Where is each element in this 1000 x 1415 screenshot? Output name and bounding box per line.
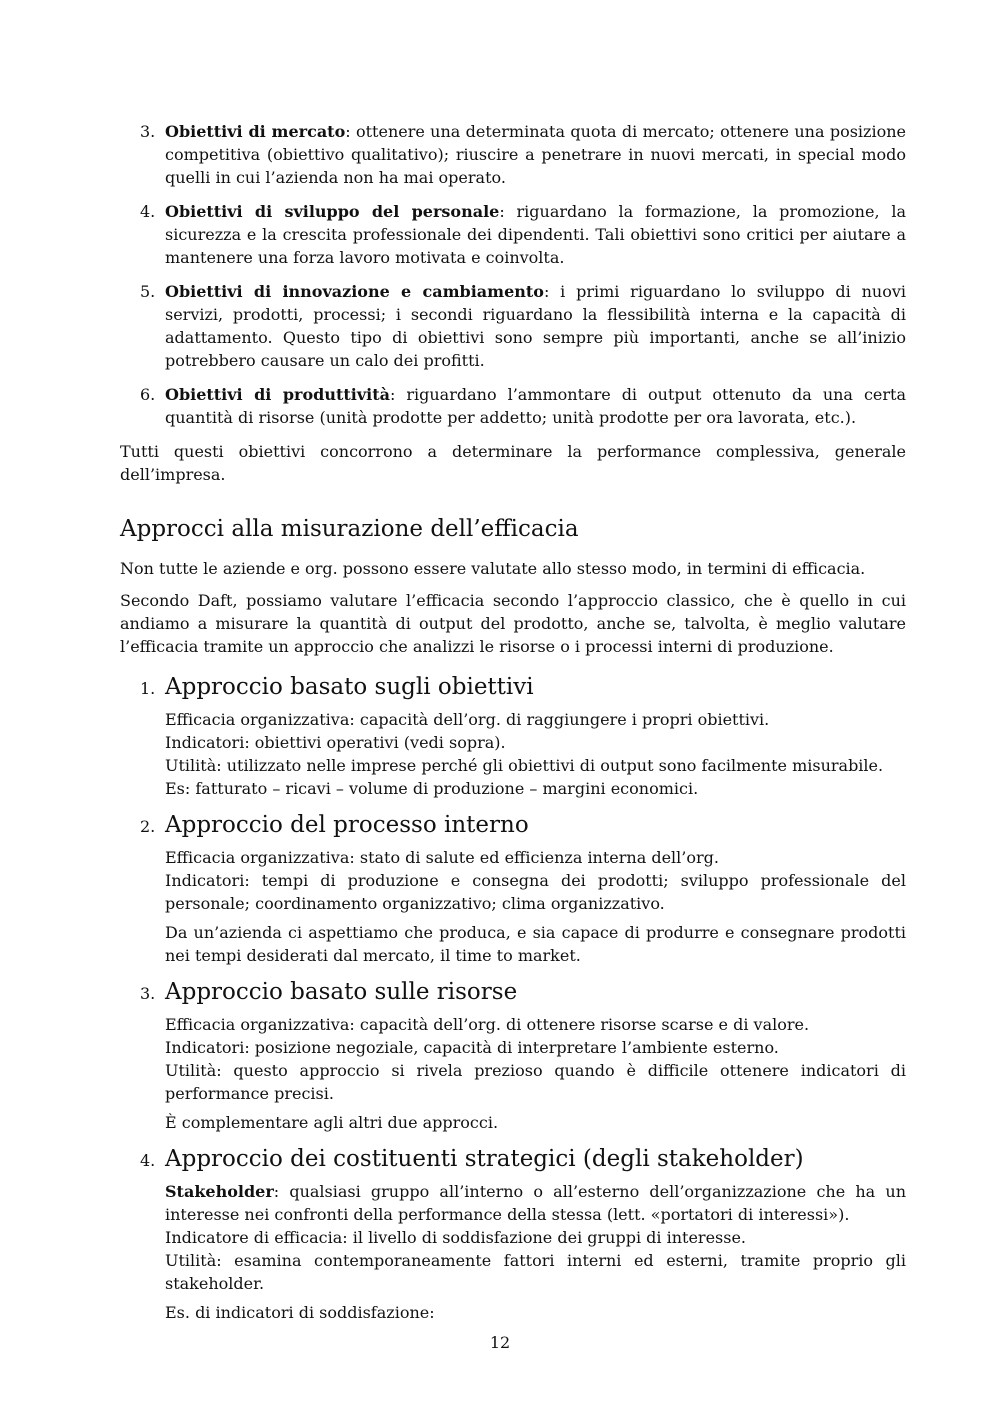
approach-extra: Da un’azienda ci aspettiamo che produca, e sia capace di produrre e consegnare prodotti nei tempi desiderati dal mercato, il time to market. — [165, 923, 906, 965]
list-item — [120, 200, 906, 269]
approach-title: Approccio del processo interno — [165, 812, 529, 838]
approach-line: Utilità: utilizzato nelle imprese perché gli obiettivi di output sono facilmente misurabile. — [165, 756, 884, 775]
list-item-text: : ottenere una determinata quota di mercato; ottenere una posizione competitiva (obiettivo qualitativo); riuscire a penetrare in nuovi mercati, in special modo quelli in cui l’azienda non ha mai operato. — [165, 122, 906, 187]
approach-line: Indicatore di efficacia: il livello di soddisfazione dei gruppi di interesse. — [165, 1228, 747, 1247]
list-item-title: Obiettivi di sviluppo del personale — [165, 202, 500, 221]
approach-line: Efficacia organizzativa: capacità dell’org. di ottenere risorse scarse e di valore. — [165, 1015, 810, 1034]
approach-item — [120, 1144, 906, 1324]
list-item-text: : riguardano l’ammontare di output ottenuto da una certa quantità di risorse (unità prodotte per addetto; unità prodotte per ora lavorata, etc.). — [165, 385, 907, 427]
approach-line: Indicatori: posizione negoziale, capacità di interpretare l’ambiente esterno. — [165, 1038, 779, 1057]
list-item-title: Obiettivi di produttività — [165, 385, 390, 404]
list-item-title: Obiettivi di innovazione e cambiamento — [165, 282, 544, 301]
stakeholder-definition — [165, 1180, 906, 1226]
approach-line: Es: fatturato – ricavi – volume di produzione – margini economici. — [165, 779, 699, 798]
approach-line: Efficacia organizzativa: capacità dell’org. di raggiungere i propri obiettivi. — [165, 710, 770, 729]
list-number: 4. — [140, 202, 156, 221]
stakeholder-term: Stakeholder — [165, 1182, 274, 1201]
approach-line: Utilità: questo approccio si rivela prezioso quando è difficile ottenere indicatori di performance precisi. — [165, 1061, 906, 1103]
list-number: 5. — [140, 282, 156, 301]
list-number: 6. — [140, 385, 156, 404]
page-content — [120, 120, 906, 1324]
page-number: 12 — [489, 1333, 511, 1352]
summary-paragraph: Tutti questi obiettivi concorrono a determinare la performance complessiva, generale dell’impresa. — [120, 442, 906, 484]
approach-line: Utilità: esamina contemporaneamente fattori interni ed esterni, tramite proprio gli stakeholder. — [165, 1251, 906, 1293]
approach-extra: Es. di indicatori di soddisfazione: — [165, 1303, 435, 1322]
approach-extra: È complementare agli altri due approcci. — [165, 1113, 499, 1132]
approach-item — [120, 977, 906, 1134]
approach-number: 2. — [140, 817, 156, 836]
list-item-text: : i primi riguardano lo sviluppo di nuovi servizi, prodotti, processi; i secondi riguardano la flessibilità interna e la capacità di adattamento. Questo tipo di obiettivi sono sempre più importanti, anche se all’inizio potrebbero causare un calo dei profitti. — [165, 282, 906, 370]
approach-title: Approccio basato sugli obiettivi — [165, 674, 534, 700]
section-title: Approcci alla misurazione dell’efficacia — [120, 516, 579, 542]
approach-number: 1. — [140, 679, 156, 698]
list-item-text: : riguardano la formazione, la promozione, la sicurezza e la crescita professionale dei dipendenti. Tali obiettivi sono critici per aiutare a mantenere una forza lavoro motivata e coinvolta. — [165, 202, 906, 267]
intro-paragraph-2: Secondo Daft, possiamo valutare l’efficacia secondo l’approccio classico, che è quello in cui andiamo a misurare la quantità di output del prodotto, anche se, talvolta, è meglio valutare l’efficacia tramite un approccio che analizzi le risorse o i processi interni di produzione. — [120, 591, 906, 656]
approach-line: Efficacia organizzativa: stato di salute ed efficienza interna dell’org. — [165, 848, 719, 867]
approach-number: 3. — [140, 984, 156, 1003]
list-item-title: Obiettivi di mercato — [165, 122, 346, 141]
approach-item — [120, 672, 906, 800]
approach-line: Indicatori: tempi di produzione e consegna dei prodotti; sviluppo professionale del personale; coordinamento organizzativo; clima organizzativo. — [165, 871, 906, 913]
list-number: 3. — [140, 122, 156, 141]
list-item — [120, 120, 906, 189]
approach-item — [120, 810, 906, 967]
approach-line: Indicatori: obiettivi operativi (vedi sopra). — [165, 733, 506, 752]
approach-title: Approccio basato sulle risorse — [165, 979, 518, 1005]
approach-title: Approccio dei costituenti strategici (degli stakeholder) — [165, 1146, 804, 1172]
intro-paragraph-1: Non tutte le aziende e org. possono essere valutate allo stesso modo, in termini di efficacia. — [120, 559, 866, 578]
approach-number: 4. — [140, 1151, 156, 1170]
list-item — [120, 280, 906, 372]
stakeholder-text: : qualsiasi gruppo all’interno o all’esterno dell’organizzazione che ha un interesse nei confronti della performance della stessa (lett. «portatori di interessi»). — [165, 1182, 906, 1224]
list-item — [120, 383, 906, 429]
